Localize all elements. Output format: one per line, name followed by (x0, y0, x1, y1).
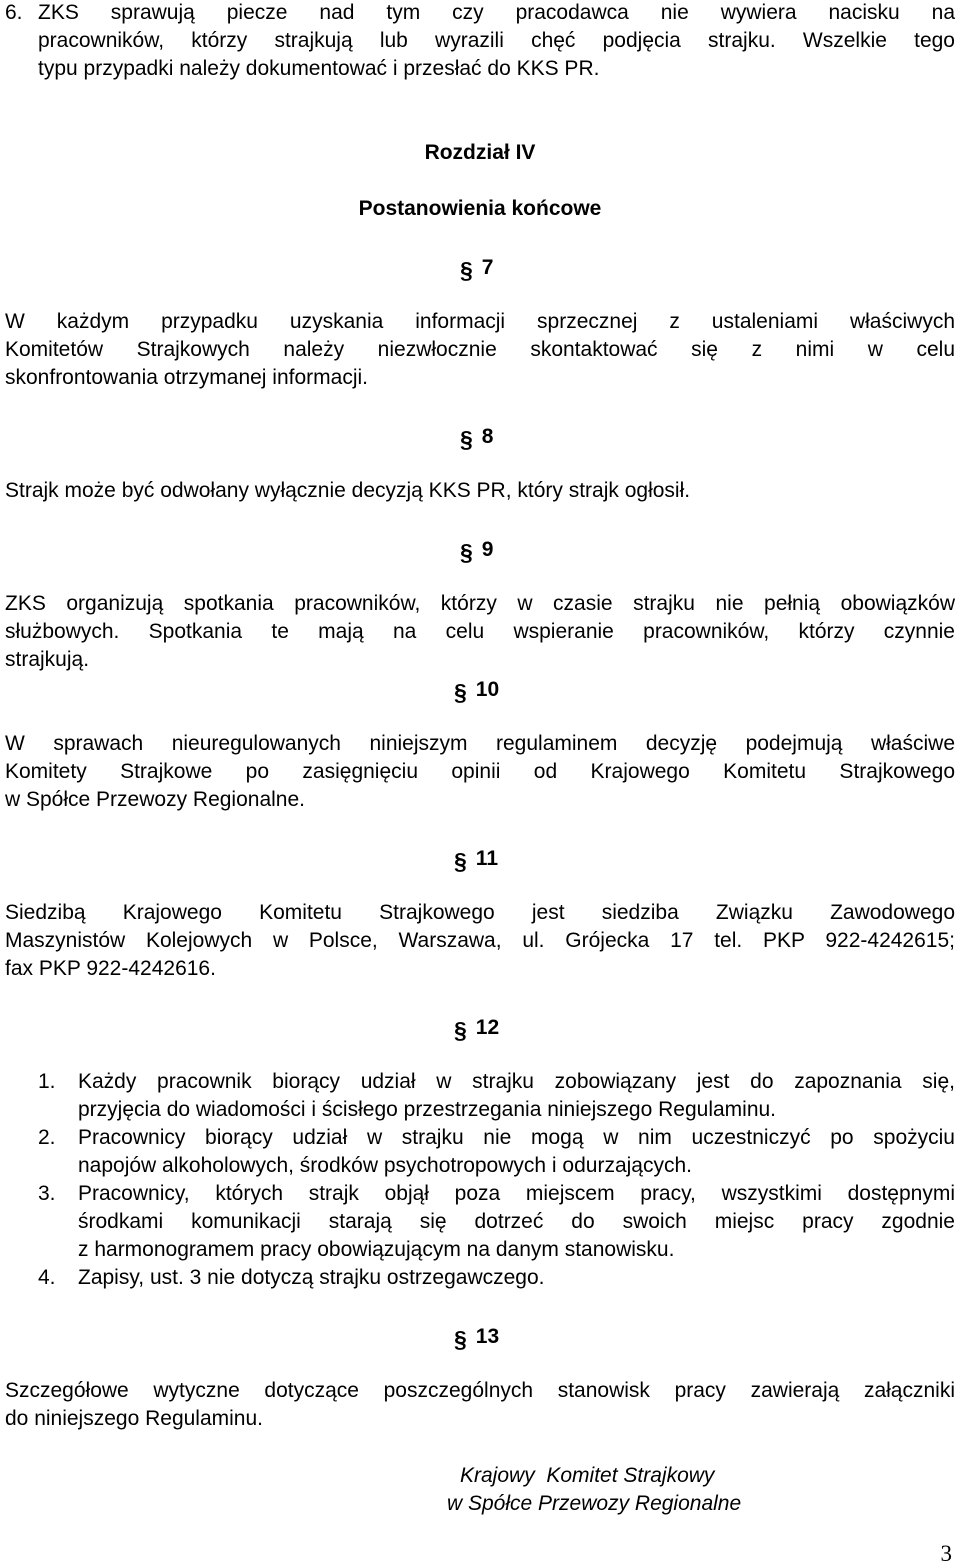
section-symbol: § (454, 848, 467, 874)
section-heading-12 (454, 1012, 499, 1042)
paragraph-line: typu przypadki należy dokumentować i przesłać do KKS PR. (38, 57, 600, 80)
section-number: 11 (475, 847, 498, 870)
section-symbol: § (460, 257, 473, 283)
item-number: 6. (5, 1, 23, 24)
signature-line-2: w Spółce Przewozy Regionalne (447, 1492, 742, 1515)
chapter-title: Rozdział IV (424, 141, 536, 164)
section-symbol: § (454, 1326, 467, 1352)
list-item-number: 1. (38, 1070, 56, 1093)
paragraph-line: służbowych. Spotkania te mają na celu wspieranie pracowników, którzy czynnie (5, 620, 955, 643)
paragraph-line: środkami komunikacji starają się dotrzeć do swoich miejsc pracy zgodnie (78, 1210, 955, 1233)
paragraph-line: Zapisy, ust. 3 nie dotyczą strajku ostrzegawczego. (78, 1266, 545, 1289)
paragraph-line: Szczegółowe wytyczne dotyczące poszczególnych stanowisk pracy zawierają załączniki (5, 1379, 955, 1402)
paragraph-line: Każdy pracownik biorący udział w strajku zobowiązany jest do zapoznania się, (78, 1070, 955, 1093)
paragraph-line: napojów alkoholowych, środków psychotropowych i odurzających. (78, 1154, 692, 1177)
paragraph-line: pracowników, którzy strajkują lub wyrazili chęć podjęcia strajku. Wszelkie tego (38, 29, 955, 52)
signature-line-1: Krajowy Komitet Strajkowy (460, 1464, 715, 1487)
paragraph-line: Pracownicy, których strajk objął poza miejscem pracy, wszystkimi dostępnymi (78, 1182, 955, 1205)
paragraph-line: ZKS sprawują piecze nad tym czy pracodawca nie wywiera nacisku na (38, 1, 955, 24)
chapter-subtitle: Postanowienia końcowe (358, 197, 602, 220)
list-item-number: 2. (38, 1126, 56, 1149)
paragraph-line: z harmonogramem pracy obowiązującym na danym stanowisku. (78, 1238, 675, 1261)
section-symbol: § (454, 679, 467, 705)
section-symbol: § (460, 539, 473, 565)
list-item-number: 3. (38, 1182, 56, 1205)
paragraph-line: Strajk może być odwołany wyłącznie decyzją KKS PR, który strajk ogłosił. (5, 479, 691, 502)
section-heading-7 (460, 252, 493, 282)
section-heading-8 (460, 421, 493, 451)
section-heading-10 (454, 674, 499, 704)
paragraph-line: skonfrontowania otrzymanej informacji. (5, 366, 368, 389)
section-number: 8 (481, 425, 494, 448)
paragraph-line: W sprawach nieuregulowanych niniejszym regulaminem decyzję podejmują właściwe (5, 732, 955, 755)
paragraph-line: w Spółce Przewozy Regionalne. (5, 788, 305, 811)
paragraph-line: Komitetów Strajkowych należy niezwłocznie skontaktować się z nimi w celu (5, 338, 955, 361)
paragraph-line: Siedzibą Krajowego Komitetu Strajkowego jest siedziba Związku Zawodowego (5, 901, 955, 924)
section-heading-11 (454, 843, 498, 873)
section-heading-9 (460, 534, 493, 564)
section-number: 10 (475, 678, 500, 701)
section-symbol: § (460, 426, 473, 452)
paragraph-line: strajkują. (5, 648, 90, 671)
section-number: 7 (481, 256, 494, 279)
section-number: 9 (481, 538, 494, 561)
section-number: 13 (475, 1325, 500, 1348)
list-item-number: 4. (38, 1266, 56, 1289)
paragraph-line: W każdym przypadku uzyskania informacji sprzecznej z ustaleniami właściwych (5, 310, 955, 333)
paragraph-line: ZKS organizują spotkania pracowników, którzy w czasie strajku nie pełnią obowiązków (5, 592, 955, 615)
section-symbol: § (454, 1017, 467, 1043)
section-number: 12 (475, 1016, 500, 1039)
paragraph-line: Pracownicy biorący udział w strajku nie mogą w nim uczestniczyć po spożyciu (78, 1126, 955, 1149)
paragraph-line: Maszynistów Kolejowych w Polsce, Warszawa, ul. Grójecka 17 tel. PKP 922-4242615; (5, 929, 955, 952)
page-number: 3 (940, 1541, 952, 1566)
paragraph-line: Komitety Strajkowe po zasięgnięciu opinii od Krajowego Komitetu Strajkowego (5, 760, 955, 783)
section-heading-13 (454, 1321, 499, 1351)
paragraph-line: do niniejszego Regulaminu. (5, 1407, 263, 1430)
paragraph-line: przyjęcia do wiadomości i ścisłego przestrzegania niniejszego Regulaminu. (78, 1098, 777, 1121)
paragraph-line: fax PKP 922-4242616. (5, 957, 216, 980)
